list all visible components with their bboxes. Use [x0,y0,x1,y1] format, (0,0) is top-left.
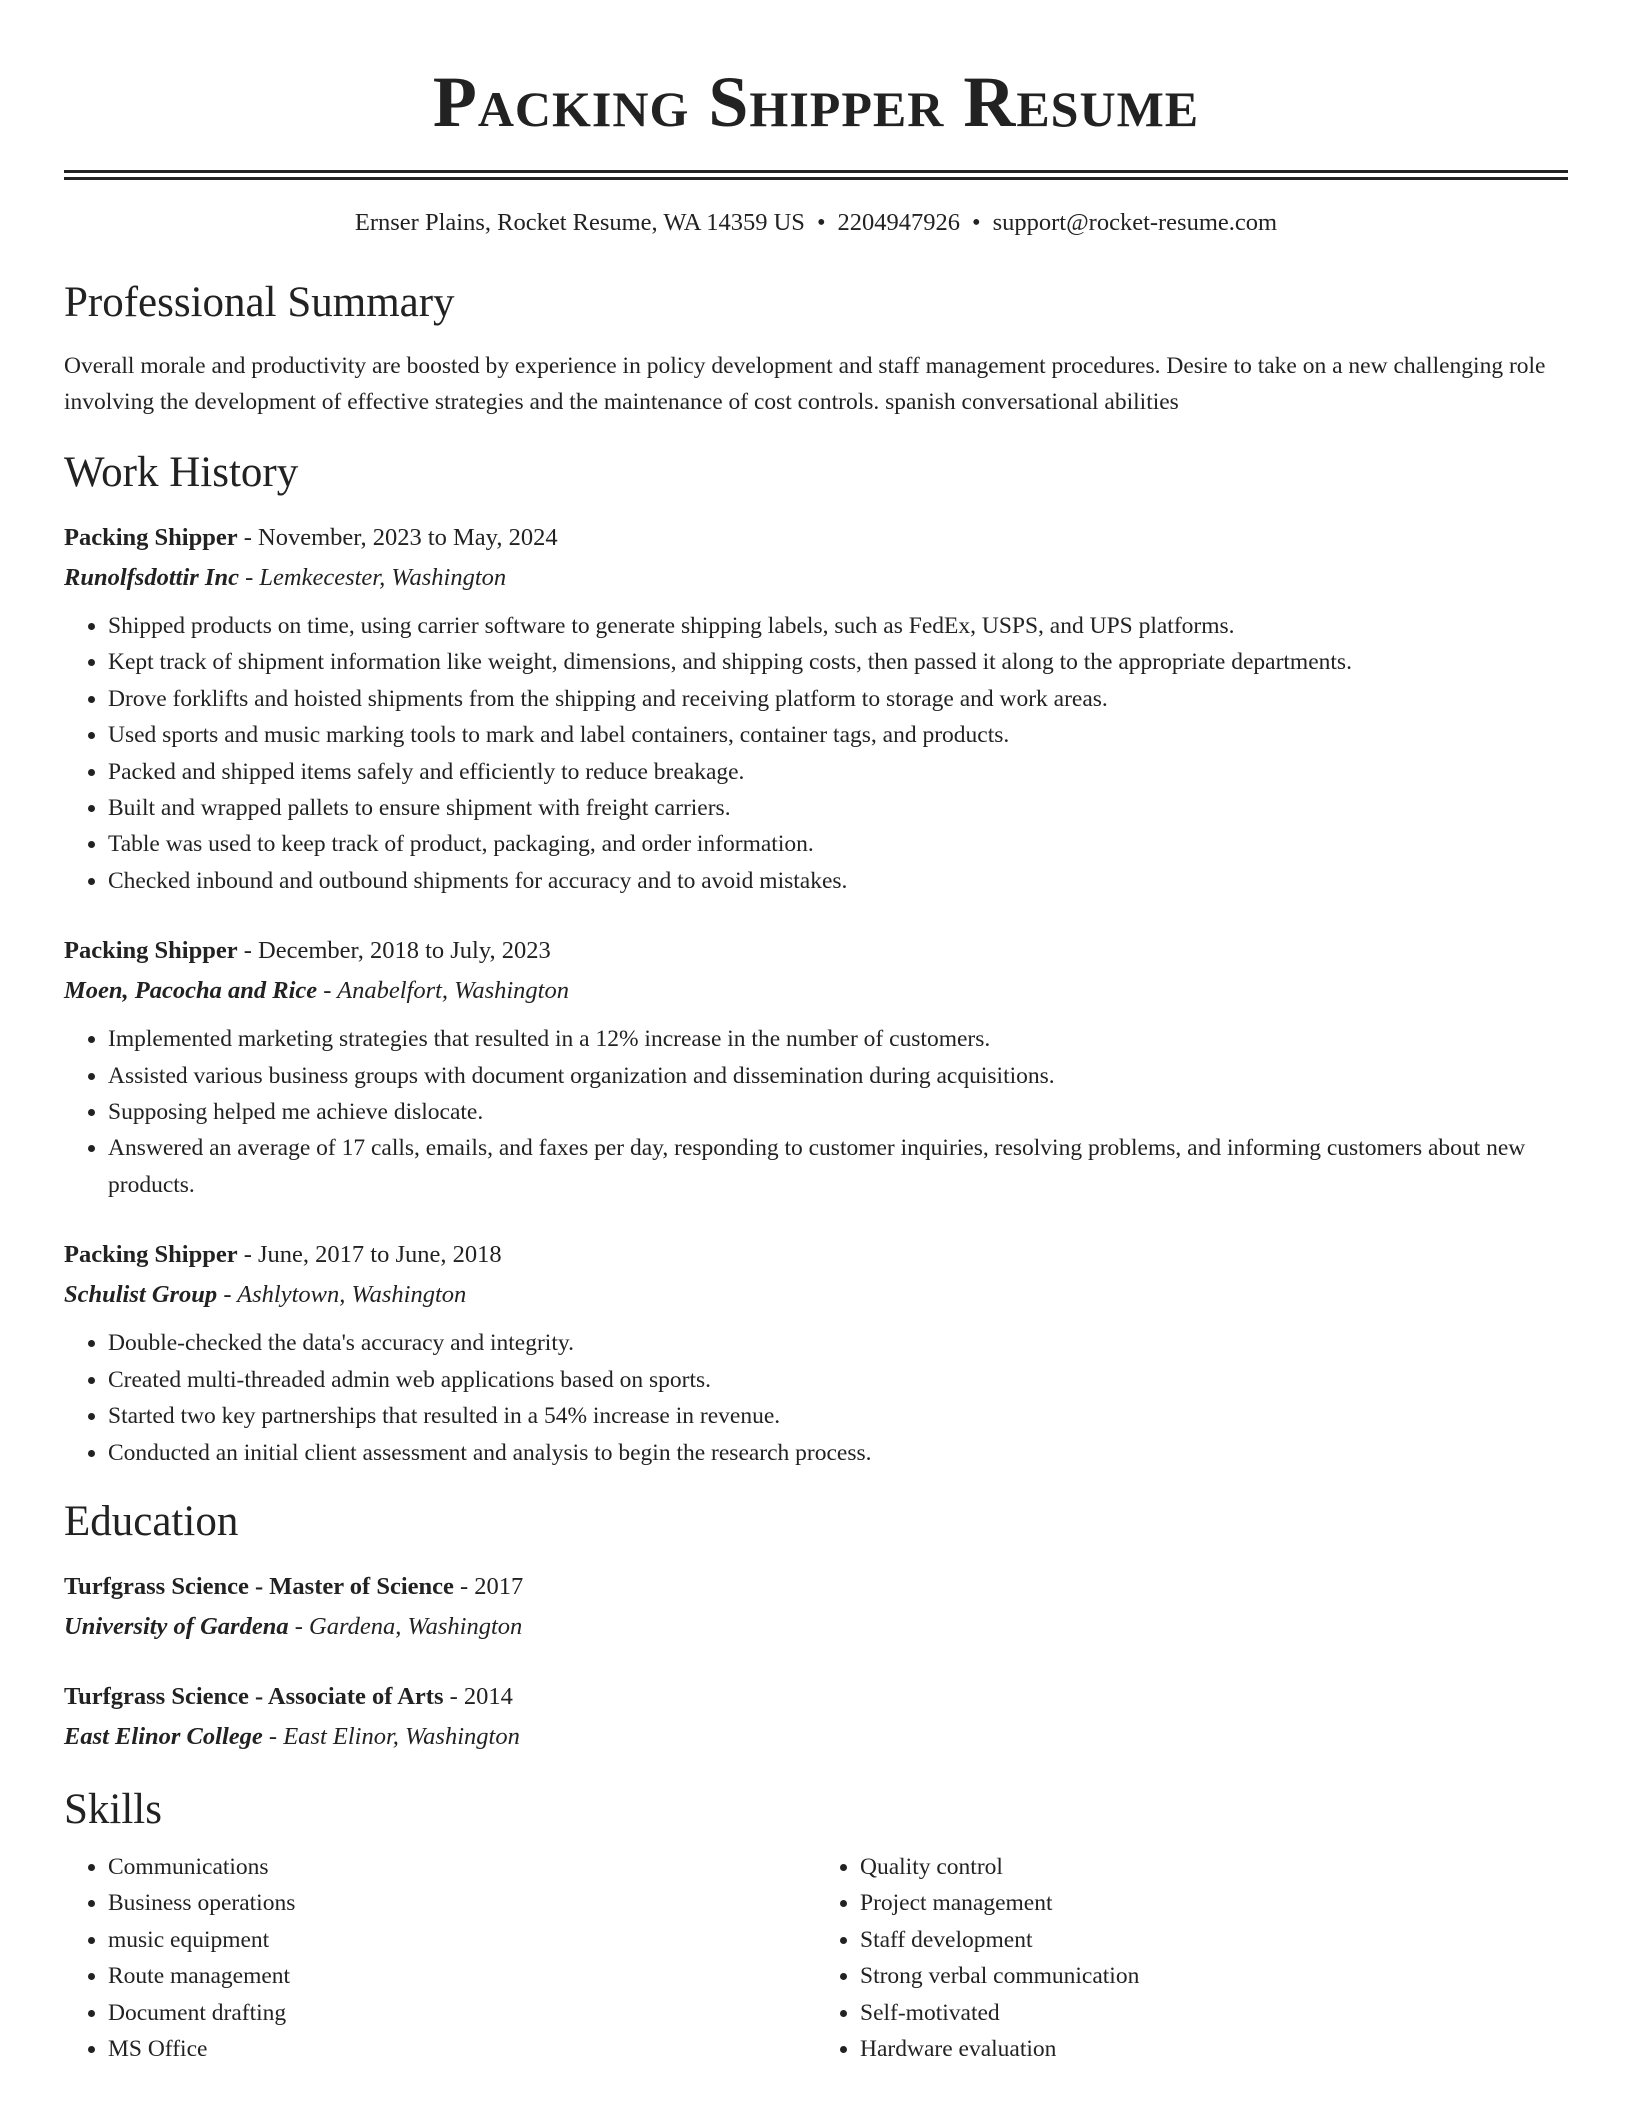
education-year: 2014 [463,1682,513,1710]
list-item: • Used sports and music marking tools to mark and label containers, container tags, and products. [108,717,1568,753]
skill-item: • Hardware evaluation [860,2031,1568,2067]
skill-item: • Strong verbal communication [860,1958,1568,1994]
job-title-line [64,931,1568,971]
section-heading-education: Education [64,1497,239,1545]
job-title-line [64,518,1568,558]
skill-item: • music equipment [108,1922,816,1958]
skills-list-right [816,1849,1568,2067]
education-entry [64,1567,1568,1647]
contact-address: Ernser Plains, Rocket Resume, WA 14359 US [354,209,805,236]
education-degree: Turfgrass Science - Master of Science [64,1572,454,1600]
job-bullets [64,1325,1568,1471]
job-company: Runolfsdottir Inc [64,564,239,591]
education-school-line [64,1607,1568,1647]
education-location: East Elinor, Washington [283,1722,520,1750]
list-item: • Conducted an initial client assessment and analysis to begin the research process. [108,1435,1568,1471]
dash: - [317,977,338,1005]
job-title: Packing Shipper [64,524,238,551]
list-item: • Drove forklifts and hoisted shipments from the shipping and receiving platform to storage and work areas. [108,681,1568,717]
job-entry [64,1235,1568,1471]
skill-item: • Document drafting [108,1995,816,2031]
dash: - [443,1682,464,1710]
skill-item: • Staff development [860,1922,1568,1958]
education-degree: Turfgrass Science - Associate of Arts [64,1682,444,1710]
list-item: • Kept track of shipment information like weight, dimensions, and shipping costs, then passed it along to the appropriate departments. [108,644,1568,680]
dash: - [237,937,259,965]
job-entry [64,518,1568,899]
job-dates: November, 2023 to May, 2024 [258,524,558,551]
skill-item: • Project management [860,1885,1568,1921]
education-school: University of Gardena [64,1612,289,1640]
list-item: • Answered an average of 17 calls, emails, and faxes per day, responding to customer inquiries, resolving problems, and informing customers about new products. [108,1130,1568,1203]
education-entry [64,1677,1568,1757]
list-item: • Supposing helped me achieve dislocate. [108,1094,1568,1130]
skills-columns [64,1849,1568,2067]
section-heading-work: Work History [64,449,299,496]
job-title: Packing Shipper [64,937,238,965]
list-item: • Created multi-threaded admin web applications based on sports. [108,1362,1568,1398]
job-entry [64,931,1568,1203]
education-degree-line [64,1677,1568,1717]
list-item: • Double-checked the data's accuracy and integrity. [108,1325,1568,1361]
job-dates: December, 2018 to July, 2023 [258,937,551,965]
list-item: • Started two key partnerships that resulted in a 54% increase in revenue. [108,1398,1568,1434]
dash: - [453,1572,475,1600]
skill-item: • Self-motivated [860,1995,1568,2031]
dash: - [237,1241,259,1269]
dash: - [217,1281,238,1309]
job-location: Ashlytown, Washington [237,1281,467,1309]
contact-phone: 2204947926 [837,209,961,236]
list-item: • Implemented marketing strategies that resulted in a 12% increase in the number of customers. [108,1021,1568,1057]
education-school: East Elinor College [64,1722,263,1750]
job-company-line [64,971,1568,1011]
header-divider [64,170,1568,180]
dash: - [237,524,259,551]
resume-page [64,0,1568,2067]
list-item: • Packed and shipped items safely and efficiently to reduce breakage. [108,754,1568,790]
skill-item: • Communications [108,1849,816,1885]
contact-line [64,208,1568,238]
list-item: • Table was used to keep track of product, packaging, and order information. [108,826,1568,862]
job-title: Packing Shipper [64,1241,238,1269]
skill-item: • Route management [108,1958,816,1994]
job-bullets [64,608,1568,899]
section-heading-summary: Professional Summary [64,279,455,326]
list-item: • Built and wrapped pallets to ensure shipment with freight carriers. [108,790,1568,826]
dash: - [238,564,260,591]
list-item: • Assisted various business groups with document organization and dissemination during acquisitions. [108,1058,1568,1094]
job-location: Anabelfort, Washington [337,977,569,1005]
job-company: Moen, Pacocha and Rice [64,977,318,1005]
contact-separator: • [972,209,981,236]
job-location: Lemkecester, Washington [259,564,507,591]
section-heading-skills: Skills [64,1785,162,1833]
skill-item: • Quality control [860,1849,1568,1885]
job-company-line [64,1275,1568,1315]
summary-text: Overall morale and productivity are boosted by experience in policy development and staff management procedures. Desire to take on a new challenging role involving the development of effective strategies and the maintenance of cost controls. spanish conversational abilities [64,353,1546,415]
list-item: • Checked inbound and outbound shipments for accuracy and to avoid mistakes. [108,863,1568,899]
job-bullets [64,1021,1568,1203]
education-year: 2017 [474,1572,524,1600]
education-school-line [64,1717,1568,1757]
skill-item: • Business operations [108,1885,816,1921]
job-dates: June, 2017 to June, 2018 [258,1241,502,1269]
education-location: Gardena, Washington [309,1612,523,1640]
skills-list-left [64,1849,816,2067]
dash: - [288,1612,309,1640]
skill-item: • MS Office [108,2031,816,2067]
contact-email: support@rocket-resume.com [992,209,1278,236]
dash: - [262,1722,284,1750]
list-item: • Shipped products on time, using carrier software to generate shipping labels, such as FedEx, USPS, and UPS platforms. [108,608,1568,644]
job-company: Schulist Group [64,1281,218,1309]
job-company-line [64,558,1568,598]
education-degree-line [64,1567,1568,1607]
resume-title: Packing Shipper Resume [432,62,1200,142]
contact-separator: • [816,209,826,236]
job-title-line [64,1235,1568,1275]
